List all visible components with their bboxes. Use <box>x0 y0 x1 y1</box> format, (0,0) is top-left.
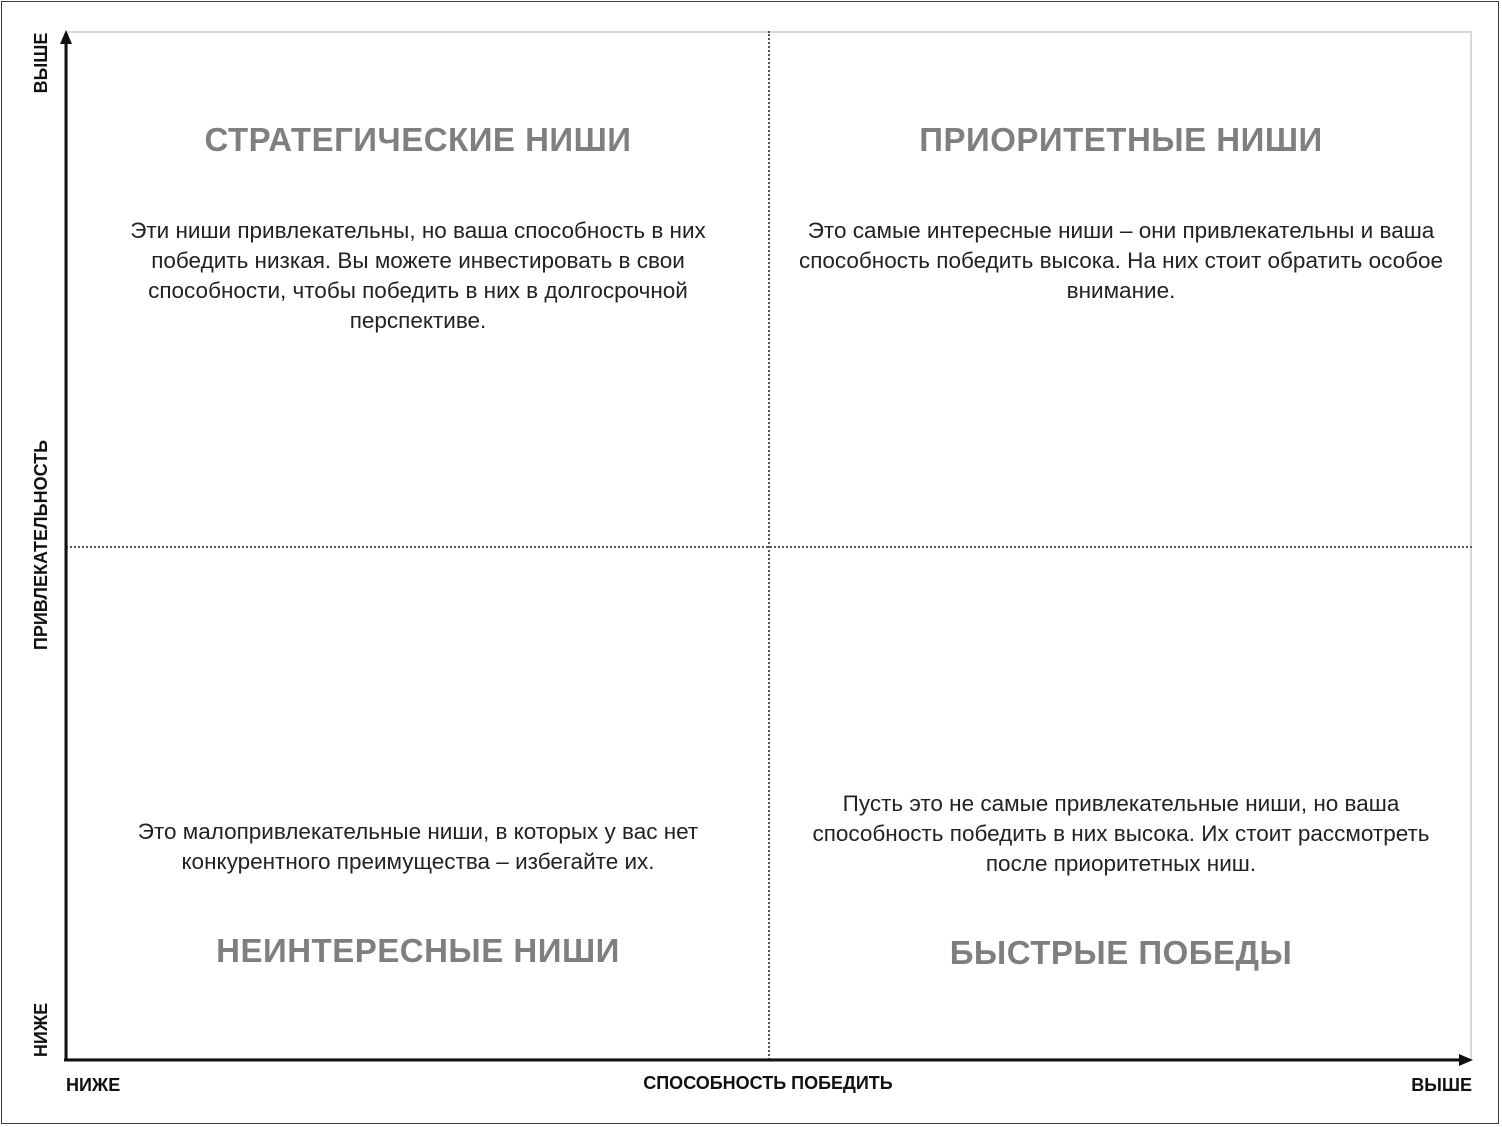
y-axis-arrow <box>60 30 72 44</box>
y-axis-low-label: НИЖЕ <box>31 1002 51 1058</box>
quadrant-text-uninteresting: Это малопривлекательные ниши, в которых у вас нет конкурентного преимущества – избегайте их. <box>137 819 699 874</box>
quadrant-title-strategic: СТРАТЕГИЧЕСКИЕ НИШИ <box>204 121 632 158</box>
quadrant-title-quick-wins: БЫСТРЫЕ ПОБЕДЫ <box>949 934 1293 971</box>
quadrant-title-priority: ПРИОРИТЕТНЫЕ НИШИ <box>919 121 1323 158</box>
y-axis-high-label: ВЫШЕ <box>31 32 51 94</box>
x-axis-arrow <box>1459 1054 1473 1066</box>
quadrant-text-priority: Это самые интересные ниши – они привлекательны и ваша способность победить высока. На них стоит обратить особое внимание. <box>798 218 1444 303</box>
quadrant-title-uninteresting: НЕИНТЕРЕСНЫЕ НИШИ <box>216 932 620 969</box>
x-axis-high-label: ВЫШЕ <box>1411 1075 1472 1095</box>
y-axis-title: ПРИВЛЕКАТЕЛЬНОСТЬ <box>31 439 51 651</box>
quadrant-text-strategic: Эти ниши привлекательны, но ваша способность в них победить низкая. Вы можете инвестировать в свои способности, чтобы победить в них в долгосрочной перспективе. <box>130 218 706 333</box>
x-axis-low-label: НИЖЕ <box>66 1075 121 1095</box>
x-axis-title: СПОСОБНОСТЬ ПОБЕДИТЬ <box>643 1073 893 1093</box>
quadrant-text-quick-wins: Пусть это не самые привлекательные ниши, но ваша способность победить в них высока. Их стоит рассмотреть после приоритетных ниш. <box>812 791 1430 876</box>
